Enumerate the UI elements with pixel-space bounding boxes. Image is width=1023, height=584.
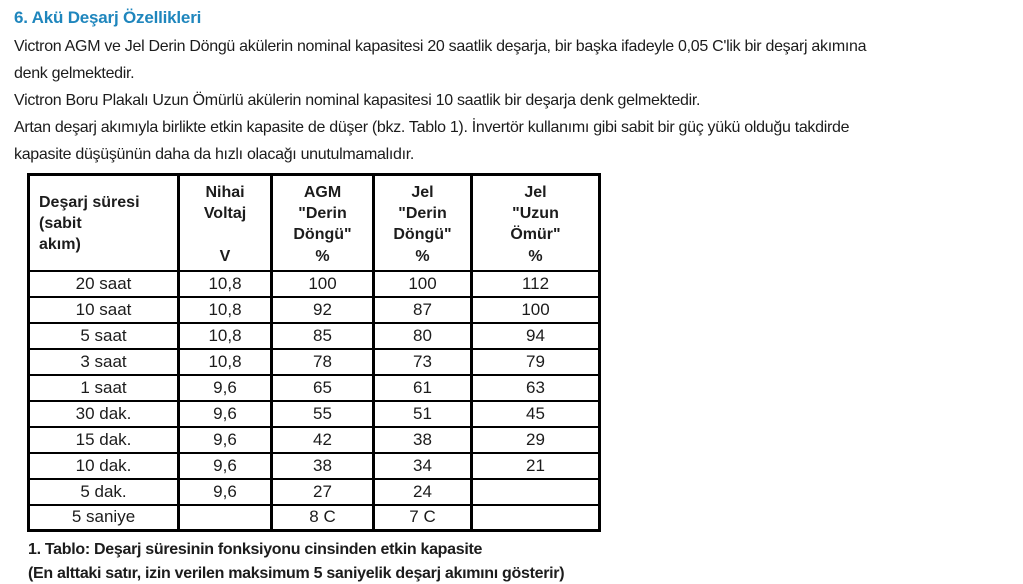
cell-agm: 65	[272, 375, 374, 401]
paragraph-1	[14, 33, 1009, 87]
header-unit: %	[528, 247, 543, 265]
body-text	[14, 33, 1009, 168]
header-line: Voltaj	[203, 204, 247, 222]
cell-time: 5 saat	[29, 323, 179, 349]
header-line: "Uzun	[512, 204, 559, 222]
cell-voltage: 10,8	[179, 349, 272, 375]
col-header-gel-deep-cycle	[374, 175, 472, 271]
header-line: Jel	[524, 183, 547, 201]
header-line: akım)	[39, 236, 81, 254]
cell-time: 3 saat	[29, 349, 179, 375]
header-line: Jel	[411, 183, 434, 201]
col-header-gel-long-life	[472, 175, 600, 271]
table-row	[29, 479, 600, 505]
header-line: Ömür"	[510, 225, 561, 243]
table-row	[29, 453, 600, 479]
table-caption-line1: 1. Tablo: Deşarj süresinin fonksiyonu cinsinden etkin kapasite	[28, 541, 483, 558]
cell-gel-deep: 38	[374, 427, 472, 453]
table-row	[29, 349, 600, 375]
table-caption	[28, 538, 1009, 584]
header-line: AGM	[303, 183, 342, 201]
paragraph-line: Victron Boru Plakalı Uzun Ömürlü akülerin nominal kapasitesi 10 saatlik bir deşarja denk gelmektedir.	[14, 92, 701, 109]
cell-gel-deep: 80	[374, 323, 472, 349]
cell-voltage	[179, 505, 272, 531]
cell-agm: 42	[272, 427, 374, 453]
table-row	[29, 505, 600, 531]
cell-agm: 38	[272, 453, 374, 479]
cell-voltage: 9,6	[179, 401, 272, 427]
cell-time: 30 dak.	[29, 401, 179, 427]
table-row	[29, 297, 600, 323]
cell-gel-deep: 24	[374, 479, 472, 505]
cell-gel-long: 63	[472, 375, 600, 401]
cell-gel-deep: 51	[374, 401, 472, 427]
cell-time: 10 dak.	[29, 453, 179, 479]
header-line: Nihai	[205, 183, 245, 201]
cell-gel-deep: 73	[374, 349, 472, 375]
col-header-final-voltage	[179, 175, 272, 271]
table-row	[29, 427, 600, 453]
header-line: "Derin	[398, 204, 447, 222]
table-header-row	[29, 175, 600, 271]
cell-voltage: 9,6	[179, 453, 272, 479]
cell-gel-deep: 34	[374, 453, 472, 479]
paragraph-line: Victron AGM ve Jel Derin Döngü akülerin nominal kapasitesi 20 saatlik deşarja, bir başka ifadeyle 0,05 C'lik bir deşarj akımına	[14, 38, 867, 55]
cell-time: 5 dak.	[29, 479, 179, 505]
paragraph-line: denk gelmektedir.	[14, 65, 135, 82]
header-unit: V	[219, 247, 231, 265]
table-row	[29, 323, 600, 349]
cell-voltage: 10,8	[179, 297, 272, 323]
table-caption-line2: (En alttaki satır, izin verilen maksimum 5 saniyelik deşarj akımını gösterir)	[28, 565, 565, 582]
table-row	[29, 401, 600, 427]
cell-time: 10 saat	[29, 297, 179, 323]
col-header-agm-deep-cycle	[272, 175, 374, 271]
paragraph-2	[14, 87, 1009, 114]
cell-voltage: 9,6	[179, 427, 272, 453]
cell-agm: 55	[272, 401, 374, 427]
cell-gel-long: 100	[472, 297, 600, 323]
cell-gel-deep: 87	[374, 297, 472, 323]
header-unit: %	[315, 247, 330, 265]
cell-agm: 85	[272, 323, 374, 349]
cell-time: 15 dak.	[29, 427, 179, 453]
cell-gel-long: 79	[472, 349, 600, 375]
cell-agm: 78	[272, 349, 374, 375]
header-line: Döngü"	[293, 225, 352, 243]
cell-gel-long	[472, 479, 600, 505]
header-line: Döngü"	[393, 225, 452, 243]
section-heading: 6. Akü Deşarj Özellikleri	[14, 8, 202, 27]
cell-gel-long: 29	[472, 427, 600, 453]
cell-gel-deep: 100	[374, 271, 472, 297]
cell-gel-long: 94	[472, 323, 600, 349]
table-row	[29, 375, 600, 401]
paragraph-line: kapasite düşüşünün daha da hızlı olacağı unutulmamalıdır.	[14, 146, 415, 163]
cell-voltage: 9,6	[179, 479, 272, 505]
col-header-discharge-time	[29, 175, 179, 271]
cell-agm: 100	[272, 271, 374, 297]
paragraph-3	[14, 114, 1009, 168]
cell-agm: 8 C	[272, 505, 374, 531]
cell-gel-long: 112	[472, 271, 600, 297]
cell-gel-deep: 7 C	[374, 505, 472, 531]
cell-gel-long: 45	[472, 401, 600, 427]
cell-agm: 27	[272, 479, 374, 505]
discharge-capacity-table	[27, 173, 601, 532]
cell-gel-deep: 61	[374, 375, 472, 401]
cell-time: 5 saniye	[29, 505, 179, 531]
cell-gel-long	[472, 505, 600, 531]
header-line: Deşarj süresi	[39, 194, 140, 212]
table-row	[29, 271, 600, 297]
cell-voltage: 10,8	[179, 323, 272, 349]
cell-time: 20 saat	[29, 271, 179, 297]
cell-voltage: 10,8	[179, 271, 272, 297]
cell-agm: 92	[272, 297, 374, 323]
cell-voltage: 9,6	[179, 375, 272, 401]
paragraph-line: Artan deşarj akımıyla birlikte etkin kapasite de düşer (bkz. Tablo 1). İnvertör kullanımı gibi sabit bir güç yükü olduğu takdirde	[14, 119, 850, 136]
header-line: "Derin	[298, 204, 347, 222]
cell-gel-long: 21	[472, 453, 600, 479]
cell-time: 1 saat	[29, 375, 179, 401]
header-line: (sabit	[39, 215, 82, 233]
header-unit: %	[415, 247, 430, 265]
